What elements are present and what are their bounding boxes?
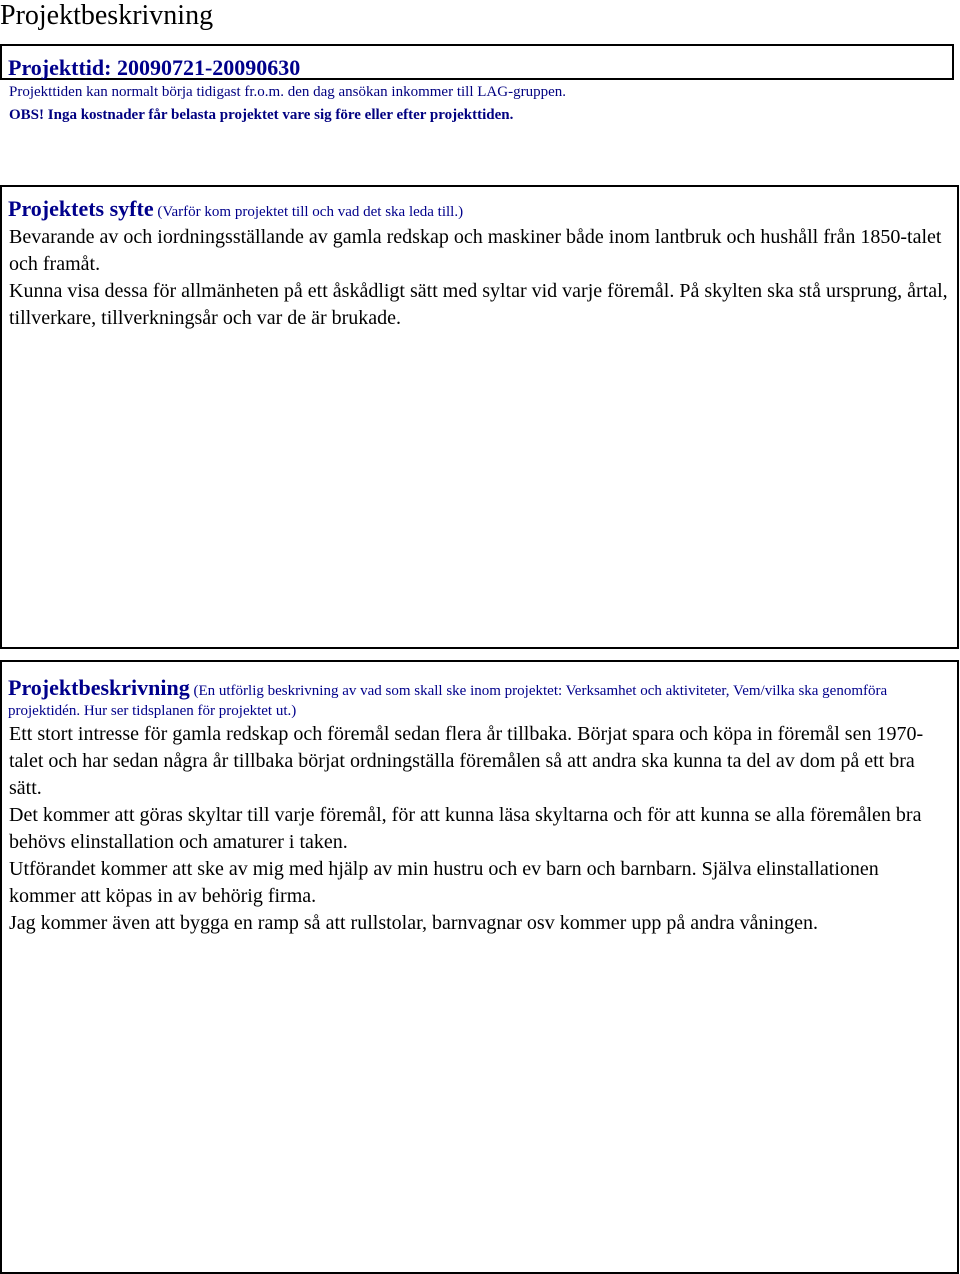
purpose-heading	[8, 196, 948, 222]
page-title: Projektbeskrivning	[0, 0, 214, 31]
purpose-hint: (Varför kom projektet till och vad det ska leda till.)	[153, 204, 464, 220]
description-hint: (En utförlig beskrivning av vad som skall ske inom projektet: Verksamhet och aktiviteter, Vem/vilka ska genomföra projektidén. Hur ser tidsplanen för projektet ut.)	[8, 683, 888, 719]
purpose-title: Projektets syfte	[8, 196, 154, 221]
project-period-note: Projekttiden kan normalt börja tidigast fr.o.m. den dag ansökan inkommer till LAG-gruppen.	[9, 84, 566, 100]
description-title: Projektbeskrivning	[8, 675, 190, 700]
description-paragraph: Det kommer att göras skyltar till varje föremål, för att kunna läsa skyltarna och för att kunna se alla föremålen bra behövs elinstallation och amaturer i taken.	[9, 804, 922, 853]
description-paragraph: Utförandet kommer att ske av mig med hjälp av min hustru och ev barn och barnbarn. Själva elinstallationen kommer att köpas in av behörig firma.	[9, 858, 879, 907]
purpose-paragraph: Kunna visa dessa för allmänheten på ett åskådligt sätt med syltar vid varje föremål. På skylten ska stå ursprung, årtal, tillverkare, tillverkningsår och var de är brukade.	[9, 280, 948, 329]
description-heading	[8, 675, 948, 721]
description-paragraph: Jag kommer även att bygga en ramp så att rullstolar, barnvagnar osv kommer upp på andra våningen.	[9, 912, 818, 934]
description-text	[9, 721, 949, 937]
description-paragraph: Ett stort intresse för gamla redskap och föremål sedan flera år tillbaka. Börjat spara och köpa in föremål sen 1970-talet och har sedan några år tillbaka börjat ordningställa föremålen så att andra ska kunna ta del av dom på ett bra sätt.	[9, 723, 924, 799]
project-period-label: Projekttid: 20090721-20090630	[8, 55, 301, 80]
obs-note: OBS! Inga kostnader får belasta projektet vare sig före eller efter projekttiden.	[9, 107, 514, 123]
purpose-text	[9, 224, 949, 332]
purpose-paragraph: Bevarande av och iordningsställande av gamla redskap och maskiner både inom lantbruk och hushåll från 1850-talet och framåt.	[9, 226, 942, 275]
